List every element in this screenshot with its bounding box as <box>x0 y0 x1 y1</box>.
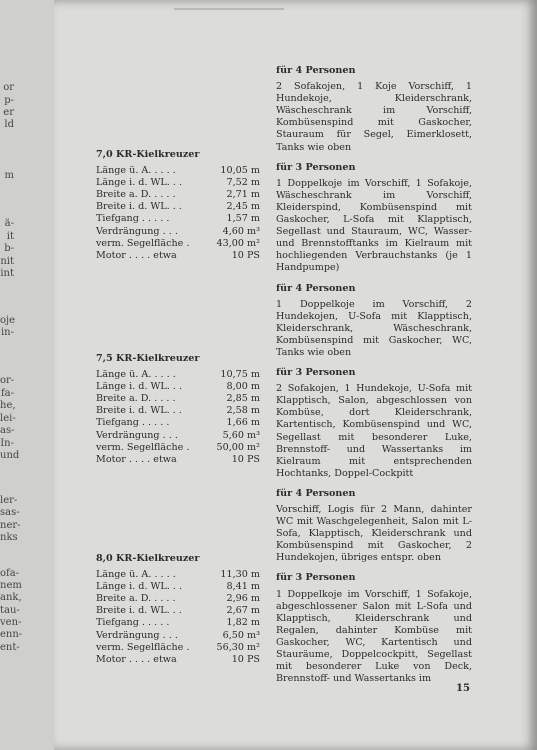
spec-value: 2,45 m <box>226 201 260 213</box>
spec-value: 7,52 m <box>226 177 260 189</box>
facing-page-fragment: ofa- <box>0 568 20 579</box>
layout-heading: für 4 Personen <box>276 487 356 499</box>
layout-heading: für 3 Personen <box>276 572 356 584</box>
spec-value: 8,00 m <box>226 381 260 393</box>
spec-value: 10,75 m <box>220 369 260 381</box>
facing-page-fragment: int <box>0 268 14 279</box>
spec-label: verm. Segelfläche . <box>96 237 190 249</box>
facing-page-fragment: he, <box>0 400 16 411</box>
facing-page-fragment: er <box>3 107 14 118</box>
spec-label: Breite i. d. WL. . . <box>96 405 182 417</box>
layout-heading: für 3 Personen <box>276 161 356 173</box>
spec-title: 7,0 KR-Kielkreuzer <box>96 149 200 160</box>
spec-label: Breite i. d. WL. . . <box>96 201 182 213</box>
layout-text: 1 Doppelkoje im Vorschiff, 1 Sofakoje, Wäscheschrank im Vorschiff, Kleiderspind, Kombüsenspind mit Gaskocher, L-Sofa mit Klapptisch, Segellast und Stauraum, WC, Wasser- und Brennstofftanks im Kielraum mit hochliegenden Verbrauchstanks (je 1 Handpumpe) <box>276 177 472 274</box>
spec-value: 2,85 m <box>226 393 260 405</box>
facing-page-fragment: m <box>4 170 14 181</box>
layout-heading: für 3 Personen <box>276 367 356 379</box>
facing-page-fragment: enn- <box>0 629 23 640</box>
page-number: 15 <box>456 683 470 694</box>
spec-row <box>96 593 260 605</box>
spec-row <box>96 189 260 201</box>
spec-row <box>96 430 260 442</box>
spec-value: 2,67 m <box>226 605 260 617</box>
facing-page-fragment: oje <box>0 315 16 326</box>
spec-label: Verdrängung . . . <box>96 429 178 441</box>
spec-value: 4,60 m³ <box>222 225 260 237</box>
spec-label: Motor . . . . etwa <box>96 653 177 665</box>
spec-label: Tiefgang . . . . . <box>96 213 170 225</box>
spec-value: 1,82 m <box>226 617 260 629</box>
spec-row <box>96 369 260 381</box>
facing-page-fragment: fa- <box>0 388 14 399</box>
spec-value: 10 PS <box>231 453 260 465</box>
spec-value: 1,66 m <box>226 417 260 429</box>
spec-label: Tiefgang . . . . . <box>96 417 170 429</box>
spec-value: 2,96 m <box>226 593 260 605</box>
facing-page-fragment: ä- <box>4 218 14 229</box>
spec-row <box>96 405 260 417</box>
spec-title: 8,0 KR-Kielkreuzer <box>96 553 200 564</box>
facing-page-fragment: sas- <box>0 507 20 518</box>
facing-page-fragment: nit <box>0 256 14 267</box>
spec-row <box>96 654 260 666</box>
spec-value: 5,60 m³ <box>222 429 260 441</box>
facing-page-fragment: b- <box>4 243 14 254</box>
spec-row <box>96 201 260 213</box>
spec-row <box>96 605 260 617</box>
spec-label: verm. Segelfläche . <box>96 441 190 453</box>
layout-block <box>276 488 472 565</box>
spec-label: Breite i. d. WL. . . <box>96 605 182 617</box>
facing-page-fragment: ner- <box>0 520 21 531</box>
spec-value: 50,00 m² <box>216 441 260 453</box>
spec-label: Motor . . . . etwa <box>96 453 177 465</box>
layout-text: 1 Doppelkoje im Vorschiff, 2 Hundekojen, U-Sofa mit Klapptisch, Kleiderschrank, Wäscheschrank, Kombüsenspind mit Gaskocher, WC, Tanks wie oben <box>276 298 472 358</box>
facing-page-fragment: und <box>0 450 20 461</box>
spec-row <box>96 617 260 629</box>
facing-page-fragment: as- <box>0 425 15 436</box>
spec-label: Länge ü. A. . . . . <box>96 369 176 381</box>
layout-text: Vorschiff, Logis für 2 Mann, dahinter WC mit Waschgelegenheit, Salon mit L-Sofa, Klapptisch, Kleiderschrank und Kombüsenspind mit Gaskocher, 2 Hundekojen, übriges entspr. oben <box>276 504 472 564</box>
spec-label: Verdrängung . . . <box>96 225 178 237</box>
layout-block <box>276 283 472 360</box>
layout-text: 2 Sofakojen, 1 Hundekoje, U-Sofa mit Klapptisch, Salon, abgeschlossen von Kombüse, dort Kleiderschrank, Kartentisch, Kombüsenspind und WC, Segellast mit besonderer Luke, Brennstoff- und Wassertanks im Kielraum mit entsprechenden Hochtanks, Doppel-Cockpitt <box>276 383 472 479</box>
spec-row <box>96 417 260 429</box>
spec-value: 1,57 m <box>226 213 260 225</box>
description-column <box>276 65 472 693</box>
spec-value: 11,30 m <box>220 569 260 581</box>
spec-title: 7,5 KR-Kielkreuzer <box>96 353 200 364</box>
spec-label: Breite a. D. . . . . <box>96 593 176 605</box>
spec-label: Tiefgang . . . . . <box>96 617 170 629</box>
spec-row <box>96 581 260 593</box>
facing-page-fragment: tau- <box>0 605 20 616</box>
spec-value: 56,30 m² <box>216 641 260 653</box>
spec-value: 10 PS <box>231 653 260 665</box>
facing-page-fragment: it <box>6 231 14 242</box>
spec-label: verm. Segelfläche . <box>96 641 190 653</box>
facing-page-fragment: or <box>3 82 14 93</box>
facing-page-fragment: nem <box>0 580 22 591</box>
layout-text: 1 Doppelkoje im Vorschiff, 1 Sofakoje, abgeschlossener Salon mit L-Sofa und Klapptisch, Kleiderschrank und Regalen, dahinter Kombüse mit Gaskocher, WC, Kartentisch und Stauräume, Doppelcockpitt, Segellast mit besonderer Luke von Deck, Brennstoff- und Wassertanks im <box>276 588 472 685</box>
spec-label: Länge i. d. WL. . . <box>96 381 183 393</box>
spec-value: 2,71 m <box>226 189 260 201</box>
facing-page-fragment: p- <box>4 95 14 106</box>
facing-page-edge <box>0 0 54 750</box>
spec-label: Länge ü. A. . . . . <box>96 165 176 177</box>
spec-value: 6,50 m³ <box>222 629 260 641</box>
facing-page-fragment: ank, <box>0 592 22 603</box>
spec-label: Länge i. d. WL. . . <box>96 177 183 189</box>
spec-value: 8,41 m <box>226 581 260 593</box>
facing-page-fragment: lei- <box>0 413 16 424</box>
facing-page-fragment: or- <box>0 375 15 386</box>
layout-text: 2 Sofakojen, 1 Koje Vorschiff, 1 Hundekoje, Kleiderschrank, Wäscheschrank im Vorschiff, Kombüsenspind mit Gaskocher, Stauraum für Segel, Eimerklosett, Tanks wie oben <box>276 81 472 153</box>
spec-label: Verdrängung . . . <box>96 629 178 641</box>
spec-label: Motor . . . . etwa <box>96 249 177 261</box>
spec-table <box>96 353 260 466</box>
layout-block <box>276 367 472 480</box>
facing-page-fragment: ld <box>4 119 14 130</box>
spec-row <box>96 177 260 189</box>
spec-row <box>96 250 260 262</box>
facing-page-fragment: ven- <box>0 617 22 628</box>
spec-label: Breite a. D. . . . . <box>96 393 176 405</box>
spec-table <box>96 553 260 666</box>
layout-block <box>276 65 472 154</box>
spec-row <box>96 226 260 238</box>
facing-page-fragment: ent- <box>0 642 20 653</box>
facing-page-fragment: in- <box>0 327 14 338</box>
spec-label: Breite a. D. . . . . <box>96 189 176 201</box>
spec-value: 10,05 m <box>220 165 260 177</box>
facing-page-fragment: In- <box>0 438 14 449</box>
layout-block <box>276 162 472 275</box>
spec-row <box>96 165 260 177</box>
spec-label: Länge ü. A. . . . . <box>96 569 176 581</box>
spec-value: 2,58 m <box>226 405 260 417</box>
layout-heading: für 4 Personen <box>276 282 356 294</box>
layout-block <box>276 572 472 685</box>
spec-table <box>96 149 260 262</box>
spec-row <box>96 381 260 393</box>
top-rule <box>174 8 284 10</box>
spec-value: 10 PS <box>231 249 260 261</box>
spec-label: Länge i. d. WL. . . <box>96 581 183 593</box>
spec-row <box>96 642 260 654</box>
spec-row <box>96 454 260 466</box>
spec-row <box>96 569 260 581</box>
spec-row <box>96 238 260 250</box>
spec-row <box>96 213 260 225</box>
spec-row <box>96 442 260 454</box>
spec-value: 43,00 m² <box>216 237 260 249</box>
facing-page-fragment: nks <box>0 532 18 543</box>
facing-page-fragment: ler- <box>0 495 18 506</box>
spec-row <box>96 630 260 642</box>
layout-heading: für 4 Personen <box>276 65 356 76</box>
spec-row <box>96 393 260 405</box>
